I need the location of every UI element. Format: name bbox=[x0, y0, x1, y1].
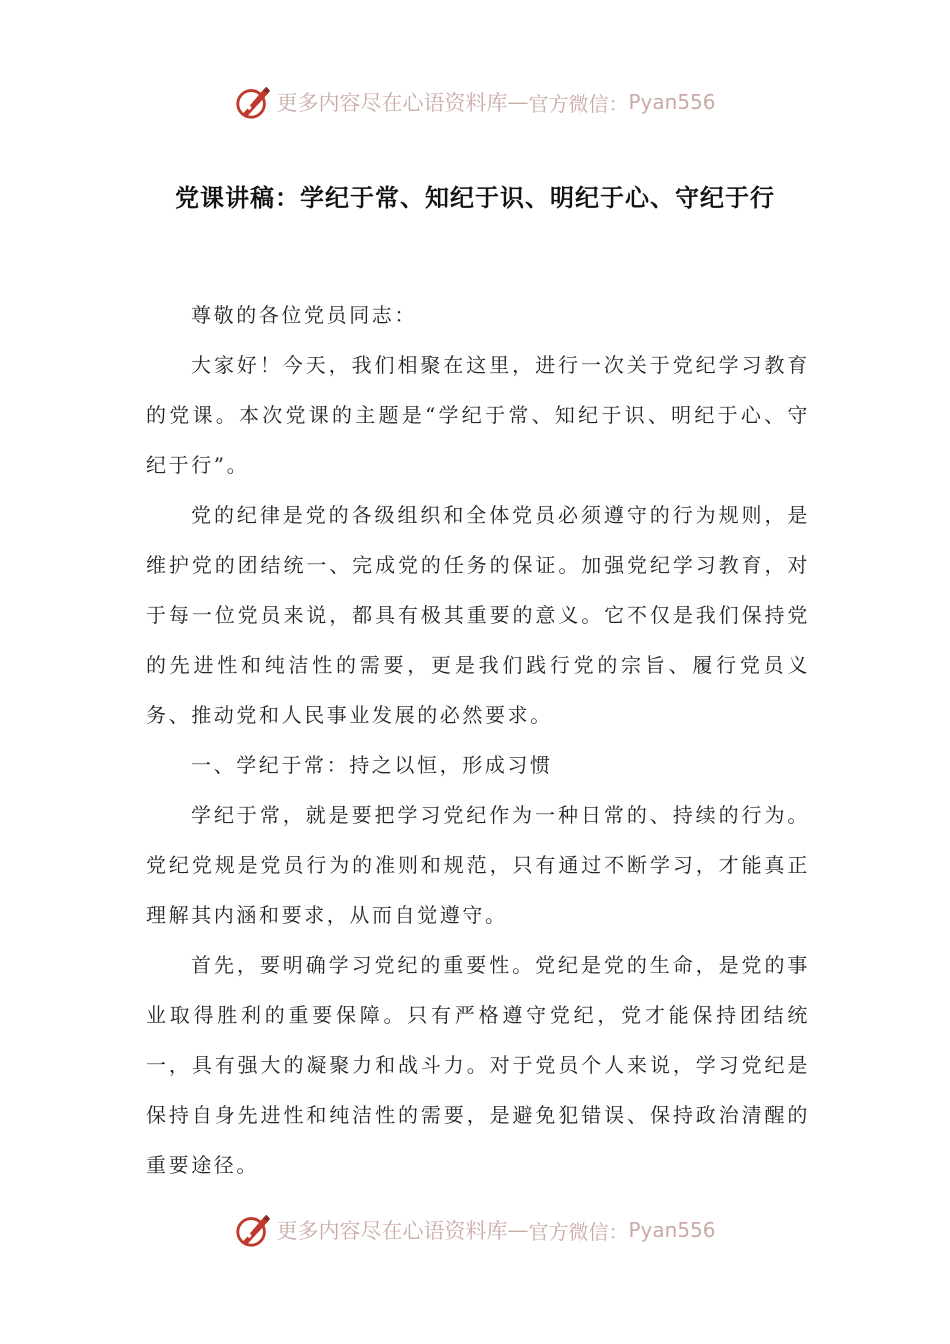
library-text: 更多内容尽在心语资料库 bbox=[276, 1219, 508, 1243]
wechat-id: Pyan556 bbox=[628, 90, 716, 114]
paragraph-intro: 大家好！今天，我们相聚在这里，进行一次关于党纪学习教育的党课。本次党课的主题是“学纪于常、知纪于识、明纪于心、守纪于行”。 bbox=[146, 353, 810, 477]
banner-dash: — bbox=[507, 1218, 529, 1242]
footer-watermark-banner bbox=[0, 1208, 950, 1252]
paragraph-first-point: 首先，要明确学习党纪的重要性。党纪是党的生命，是党的事业取得胜利的重要保障。只有严格遵守党纪，党才能保持团结统一，具有强大的凝聚力和战斗力。对于党员个人来说，学习党纪是保持自身先进性和纯洁性的需要，是避免犯错误、保持政治清醒的重要途径。 bbox=[146, 953, 810, 1177]
paragraph-section-1: 学纪于常，就是要把学习党纪作为一种日常的、持续的行为。党纪党规是党员行为的准则和规范，只有通过不断学习，才能真正理解其内涵和要求，从而自觉遵守。 bbox=[146, 803, 810, 927]
header-watermark-banner bbox=[0, 80, 950, 124]
pen-logo-icon bbox=[234, 1211, 272, 1249]
wechat-label: 官方微信： bbox=[528, 1219, 629, 1244]
banner-dash: — bbox=[507, 90, 529, 114]
document-body bbox=[146, 290, 810, 1190]
pen-logo-icon bbox=[234, 83, 272, 121]
wechat-id: Pyan556 bbox=[628, 1218, 716, 1242]
paragraph-discipline: 党的纪律是党的各级组织和全体党员必须遵守的行为规则，是维护党的团结统一、完成党的任务的保证。加强党纪学习教育，对于每一位党员来说，都具有极其重要的意义。它不仅是我们保持党的先进性和纯洁性的需要，更是我们践行党的宗旨、履行党员义务、推动党和人民事业发展的必然要求。 bbox=[146, 503, 810, 727]
section-heading-1: 一、学纪于常：持之以恒，形成习惯 bbox=[191, 753, 553, 777]
wechat-label: 官方微信： bbox=[528, 91, 629, 116]
document-title: 党课讲稿：学纪于常、知纪于识、明纪于心、守纪于行 bbox=[175, 184, 775, 212]
paragraph-greeting: 尊敬的各位党员同志： bbox=[191, 303, 417, 327]
library-text: 更多内容尽在心语资料库 bbox=[276, 91, 508, 115]
